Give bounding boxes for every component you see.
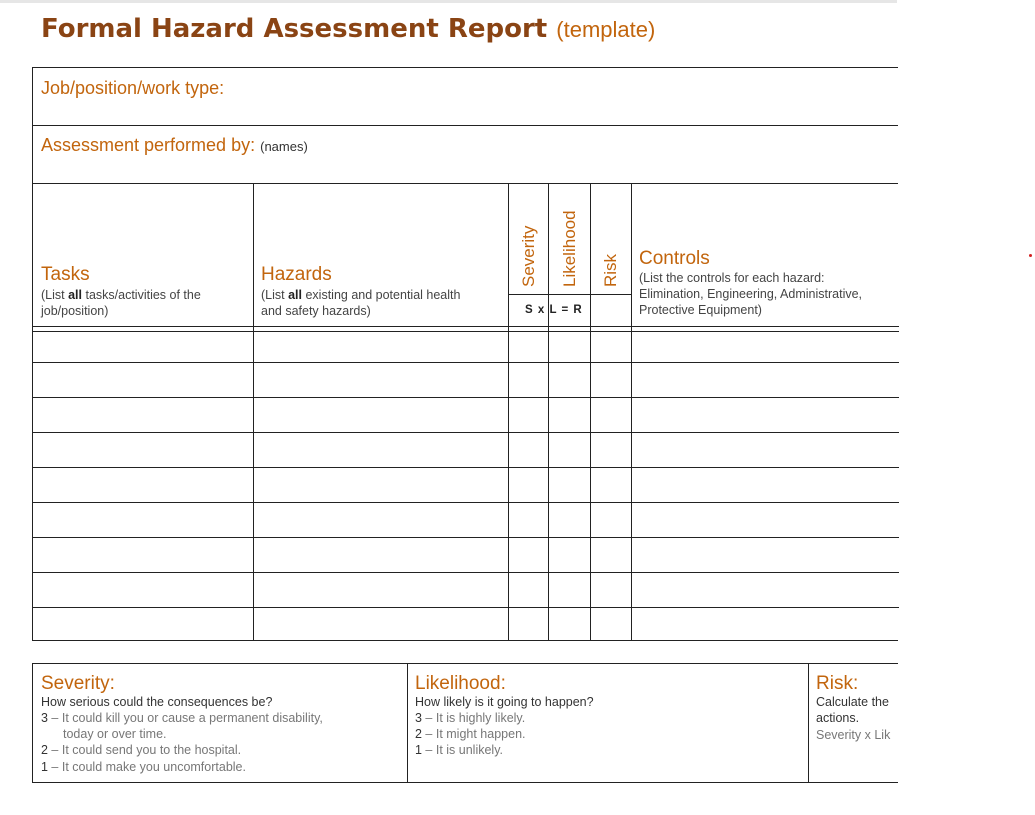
risk-legend-line2: actions.	[816, 711, 860, 725]
rating-legend	[32, 663, 898, 783]
severity-legend-question: How serious could the consequences be?	[41, 695, 273, 709]
hazard-table	[32, 183, 898, 641]
row-line	[33, 467, 899, 468]
legend-divider-1	[407, 664, 408, 783]
controls-header: Controls	[639, 248, 710, 269]
severity-level-1: 1 – It could make you uncomfortable.	[41, 760, 246, 774]
severity-level-3: 3 – It could kill you or cause a permanent disability,	[41, 711, 323, 725]
assessor-field[interactable]	[32, 125, 898, 184]
title-subtitle: (template)	[556, 17, 656, 42]
tasks-header: Tasks	[41, 264, 90, 285]
risk-header: Risk	[601, 253, 620, 287]
likelihood-level-1: 1 – It is unlikely.	[415, 743, 504, 757]
row-line	[33, 362, 899, 363]
row-line	[33, 572, 899, 573]
row-line	[33, 397, 899, 398]
severity-level-2: 2 – It could send you to the hospital.	[41, 743, 242, 757]
job-position-field[interactable]	[32, 67, 898, 126]
risk-legend-line3: Severity x Lik	[816, 728, 891, 742]
rating-header-divider	[508, 294, 631, 295]
controls-note: (List the controls for each hazard: Elimination, Engineering, Administrative, Protective Equipment)	[639, 271, 863, 317]
risk-legend-line1: Calculate the	[816, 695, 889, 709]
likelihood-level-3: 3 – It is highly likely.	[415, 711, 526, 725]
row-line	[33, 432, 899, 433]
likelihood-legend-question: How likely is it going to happen?	[415, 695, 594, 709]
risk-formula: S x L = R	[525, 304, 583, 316]
page-title	[41, 14, 655, 44]
likelihood-legend-title: Likelihood:	[415, 673, 506, 694]
stray-red-mark	[1029, 254, 1032, 257]
title-text: Formal Hazard Assessment Report	[41, 14, 548, 44]
hazards-header: Hazards	[261, 264, 332, 285]
legend-divider-2	[808, 664, 809, 783]
likelihood-header: Likelihood	[560, 210, 579, 287]
severity-legend-title: Severity:	[41, 673, 115, 694]
hazards-note: (List all existing and potential health and safety hazards)	[261, 288, 461, 318]
likelihood-level-2: 2 – It might happen.	[415, 727, 526, 741]
row-line	[33, 502, 899, 503]
top-border-line	[0, 0, 897, 3]
tasks-note: (List all tasks/activities of the job/position)	[41, 288, 201, 318]
row-line	[33, 537, 899, 538]
assessor-label-group	[41, 135, 308, 156]
severity-level-3-cont: today or over time.	[63, 727, 167, 741]
row-line	[33, 607, 899, 608]
risk-legend-title: Risk:	[816, 673, 859, 694]
assessor-label: Assessment performed by:	[41, 135, 256, 155]
severity-header: Severity	[519, 225, 538, 287]
job-position-label: Job/position/work type:	[41, 78, 225, 98]
header-bottom-line	[33, 326, 899, 327]
assessor-note: (names)	[260, 139, 308, 154]
header-double-line	[33, 331, 899, 332]
